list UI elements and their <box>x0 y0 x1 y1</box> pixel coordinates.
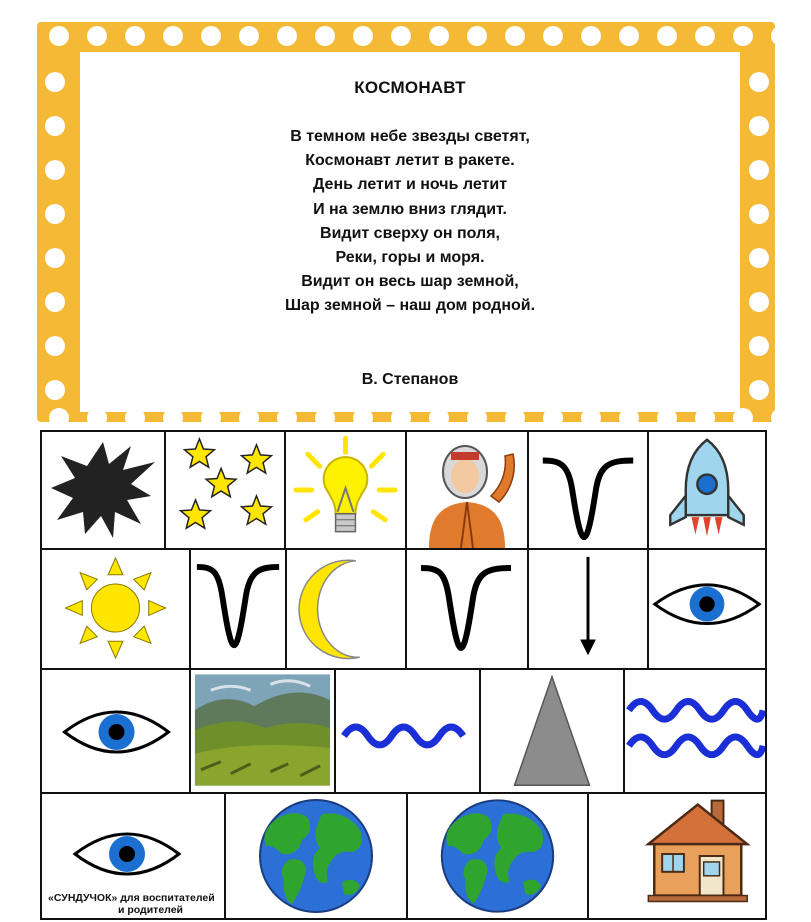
frame-dot <box>45 72 65 92</box>
frame-dot <box>429 26 449 46</box>
frame-dot <box>733 26 753 46</box>
frame-dot <box>749 380 769 400</box>
frame-dot <box>45 336 65 356</box>
frame-dot <box>771 26 791 46</box>
frame-dot <box>505 26 525 46</box>
sun-ray <box>149 601 166 616</box>
sun-ray <box>134 573 151 590</box>
cosmonaut-icon <box>405 432 527 548</box>
rocket-icon <box>647 432 765 548</box>
sun-ray <box>134 626 151 643</box>
v-shape-icon <box>405 550 527 668</box>
frame-dot <box>45 204 65 224</box>
eye-icon <box>42 670 189 792</box>
poem-line: Реки, горы и моря. <box>335 249 485 267</box>
poem-lines <box>80 125 740 319</box>
frame-dot <box>45 380 65 400</box>
star-shape <box>184 439 214 467</box>
house-icon <box>587 794 765 918</box>
sun-ray <box>80 573 97 590</box>
star-shape <box>181 500 211 528</box>
frame-dot <box>543 26 563 46</box>
source-caption-line-1: «СУНДУЧОК» для воспитателей <box>48 892 215 904</box>
earth-globe-icon <box>406 794 587 918</box>
frame-dot <box>771 408 791 428</box>
star-shape <box>242 445 272 473</box>
frame-dot <box>749 204 769 224</box>
frame-dot <box>125 26 145 46</box>
poem-card <box>80 52 740 412</box>
star-shape <box>242 496 272 524</box>
frame-dot <box>87 26 107 46</box>
mountain-icon <box>479 670 623 792</box>
frame-dot <box>749 248 769 268</box>
sun-icon <box>42 550 189 668</box>
sun-ray <box>108 641 123 658</box>
poem-line: И на землю вниз глядит. <box>313 200 507 218</box>
wave-icon <box>334 670 479 792</box>
frame-dot <box>49 408 69 428</box>
sun-ray <box>66 601 83 616</box>
frame-dot <box>581 26 601 46</box>
stars-icon <box>164 432 284 548</box>
picture-row-2 <box>40 548 767 670</box>
frame-dot <box>467 26 487 46</box>
down-arrow-icon <box>527 550 647 668</box>
poem-line: Видит сверху он поля, <box>320 224 500 242</box>
frame-dot <box>45 248 65 268</box>
sun-disc <box>92 584 140 632</box>
double-wave-icon <box>623 670 765 792</box>
sun-ray <box>108 558 123 575</box>
frame-dot <box>353 26 373 46</box>
frame-dot <box>45 116 65 136</box>
frame-dot <box>239 26 259 46</box>
frame-dot <box>695 26 715 46</box>
poem-line: В темном небе звезды светят, <box>290 128 530 145</box>
poem-line: Видит он весь шар земной, <box>301 273 519 291</box>
light-bulb-icon <box>284 432 405 548</box>
frame-dot <box>49 26 69 46</box>
frame-dot <box>277 26 297 46</box>
poem-author: В. Степанов <box>361 371 459 388</box>
frame-dot <box>619 26 639 46</box>
sun-ray <box>80 626 97 643</box>
crescent-moon-icon <box>285 550 405 668</box>
field-painting-icon <box>189 670 334 792</box>
v-shape-icon <box>189 550 285 668</box>
picture-grid <box>40 430 770 920</box>
poem-line: День летит и ночь летит <box>312 176 508 194</box>
frame-dot <box>315 26 335 46</box>
frame-dot <box>201 26 221 46</box>
frame-dot <box>163 26 183 46</box>
frame-dot <box>749 160 769 180</box>
eye-icon <box>647 550 765 668</box>
poem-line: Космонавт летит в ракете. <box>305 152 515 170</box>
frame-dot <box>749 292 769 312</box>
frame-dot <box>45 292 65 312</box>
picture-row-3 <box>40 668 767 794</box>
frame-dot <box>749 336 769 356</box>
source-caption-line-2: и родителей <box>118 904 183 916</box>
source-caption <box>48 892 278 916</box>
frame-dot <box>45 160 65 180</box>
dark-blot-icon <box>42 432 164 548</box>
frame-dot <box>391 26 411 46</box>
poem-line: Шар земной – наш дом родной. <box>284 297 536 315</box>
poem-title: КОСМОНАВТ <box>354 78 466 97</box>
frame-dot <box>657 26 677 46</box>
star-shape <box>206 468 236 496</box>
frame-dot <box>749 116 769 136</box>
picture-row-1 <box>40 430 767 550</box>
v-shape-icon <box>527 432 647 548</box>
frame-dot <box>749 72 769 92</box>
